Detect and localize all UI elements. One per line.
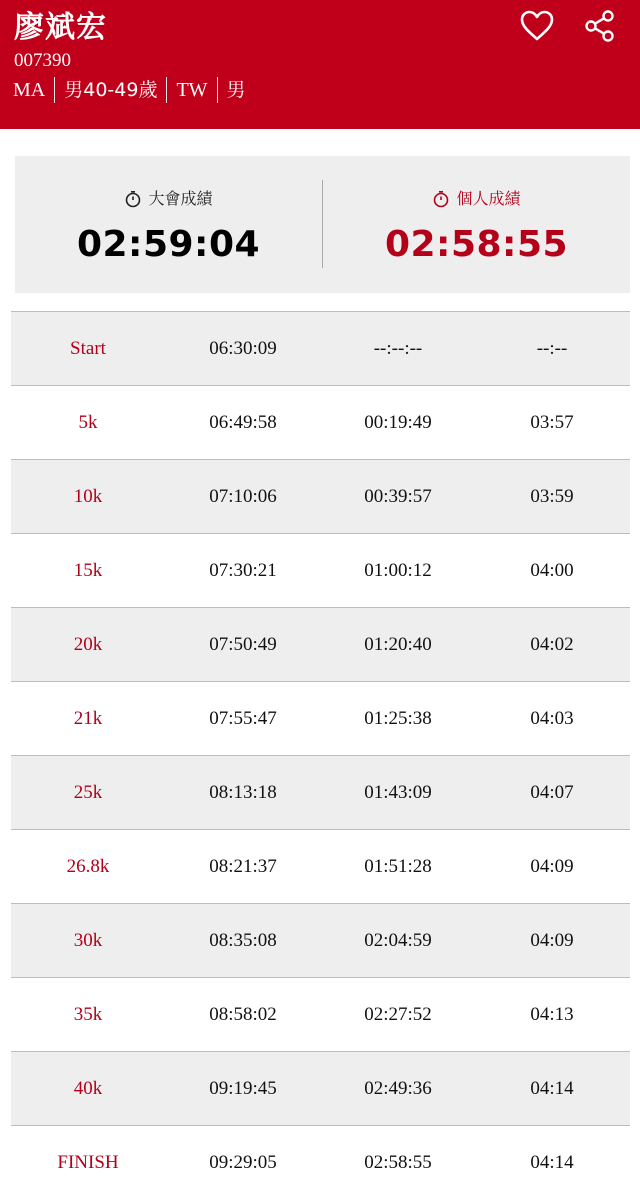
gun-time-label: 大會成績: [148, 189, 213, 208]
split-point: 26.8k: [66, 856, 110, 877]
split-clock-time: 07:10:06: [209, 486, 277, 507]
split-clock-time: 09:19:45: [209, 1078, 277, 1099]
runner-header: [0, 0, 640, 129]
split-elapsed-time: 01:25:38: [364, 708, 432, 729]
split-clock-time: 07:55:47: [209, 708, 277, 729]
split-point: 5k: [78, 412, 98, 433]
tag-age-group: 男40-49歲: [64, 79, 158, 101]
split-clock-time: 06:49:58: [209, 412, 277, 433]
runner-name: 廖斌宏: [14, 10, 107, 45]
split-pace: 04:14: [530, 1152, 574, 1173]
split-pace: 04:07: [530, 782, 574, 803]
split-elapsed-time: 02:49:36: [364, 1078, 432, 1099]
split-pace: 04:13: [530, 1004, 574, 1025]
tag-divider: [54, 77, 55, 103]
gun-time-panel: [15, 156, 322, 293]
split-pace: 04:03: [530, 708, 574, 729]
split-point: 25k: [73, 782, 103, 803]
split-point: 40k: [73, 1078, 103, 1099]
bib-number: 007390: [14, 50, 71, 71]
split-times-table: [11, 311, 630, 1199]
split-clock-time: 09:29:05: [209, 1152, 277, 1173]
split-elapsed-time: 02:04:59: [364, 930, 432, 951]
heart-icon: [520, 10, 554, 42]
split-clock-time: 07:50:49: [209, 634, 277, 655]
tag-race-category: MA: [13, 79, 46, 101]
split-pace: 04:02: [530, 634, 574, 655]
tag-country: TW: [176, 79, 208, 101]
split-elapsed-time: 01:00:12: [364, 560, 432, 581]
split-elapsed-time: 02:27:52: [364, 1004, 432, 1025]
split-point: 35k: [73, 1004, 103, 1025]
stopwatch-icon: [124, 190, 142, 208]
table-row: [11, 1125, 630, 1199]
split-pace: 04:14: [530, 1078, 574, 1099]
table-row: [11, 829, 630, 903]
split-clock-time: 07:30:21: [209, 560, 277, 581]
split-pace: 03:59: [530, 486, 574, 507]
result-summary: [15, 156, 630, 293]
table-row: [11, 977, 630, 1051]
table-row: [11, 607, 630, 681]
tag-divider: [217, 77, 218, 103]
runner-tags: [13, 76, 255, 104]
share-icon: [583, 9, 617, 43]
table-row: [11, 311, 630, 385]
split-point: 21k: [73, 708, 103, 729]
table-row: [11, 681, 630, 755]
split-elapsed-time: 00:19:49: [364, 412, 432, 433]
tag-divider: [166, 77, 167, 103]
split-elapsed-time: --:--:--: [373, 338, 423, 359]
split-elapsed-time: 02:58:55: [364, 1152, 432, 1173]
gun-time-value: 02:59:04: [76, 224, 261, 265]
split-pace: 04:09: [530, 856, 574, 877]
net-time-value: 02:58:55: [384, 224, 569, 265]
table-row: [11, 533, 630, 607]
split-pace: 04:00: [530, 560, 574, 581]
split-elapsed-time: 01:51:28: [364, 856, 432, 877]
table-row: [11, 755, 630, 829]
stopwatch-icon: [432, 190, 450, 208]
tag-gender: 男: [226, 79, 246, 101]
share-button[interactable]: [582, 8, 618, 44]
split-point: 30k: [73, 930, 103, 951]
split-point: 20k: [73, 634, 103, 655]
split-clock-time: 08:21:37: [209, 856, 277, 877]
split-point: 15k: [73, 560, 103, 581]
favorite-button[interactable]: [519, 8, 555, 44]
net-time-panel: [323, 156, 630, 293]
split-elapsed-time: 01:20:40: [364, 634, 432, 655]
net-time-label: 個人成績: [456, 189, 521, 208]
split-pace: --:--: [536, 338, 568, 359]
split-clock-time: 08:35:08: [209, 930, 277, 951]
split-elapsed-time: 01:43:09: [364, 782, 432, 803]
split-clock-time: 06:30:09: [209, 338, 277, 359]
split-point: 10k: [73, 486, 103, 507]
split-elapsed-time: 00:39:57: [364, 486, 432, 507]
split-clock-time: 08:58:02: [209, 1004, 277, 1025]
split-point: Start: [70, 338, 106, 359]
split-clock-time: 08:13:18: [209, 782, 277, 803]
table-row: [11, 459, 630, 533]
table-row: [11, 903, 630, 977]
split-point: FINISH: [57, 1152, 119, 1173]
split-pace: 03:57: [530, 412, 574, 433]
table-row: [11, 385, 630, 459]
split-pace: 04:09: [530, 930, 574, 951]
table-row: [11, 1051, 630, 1125]
